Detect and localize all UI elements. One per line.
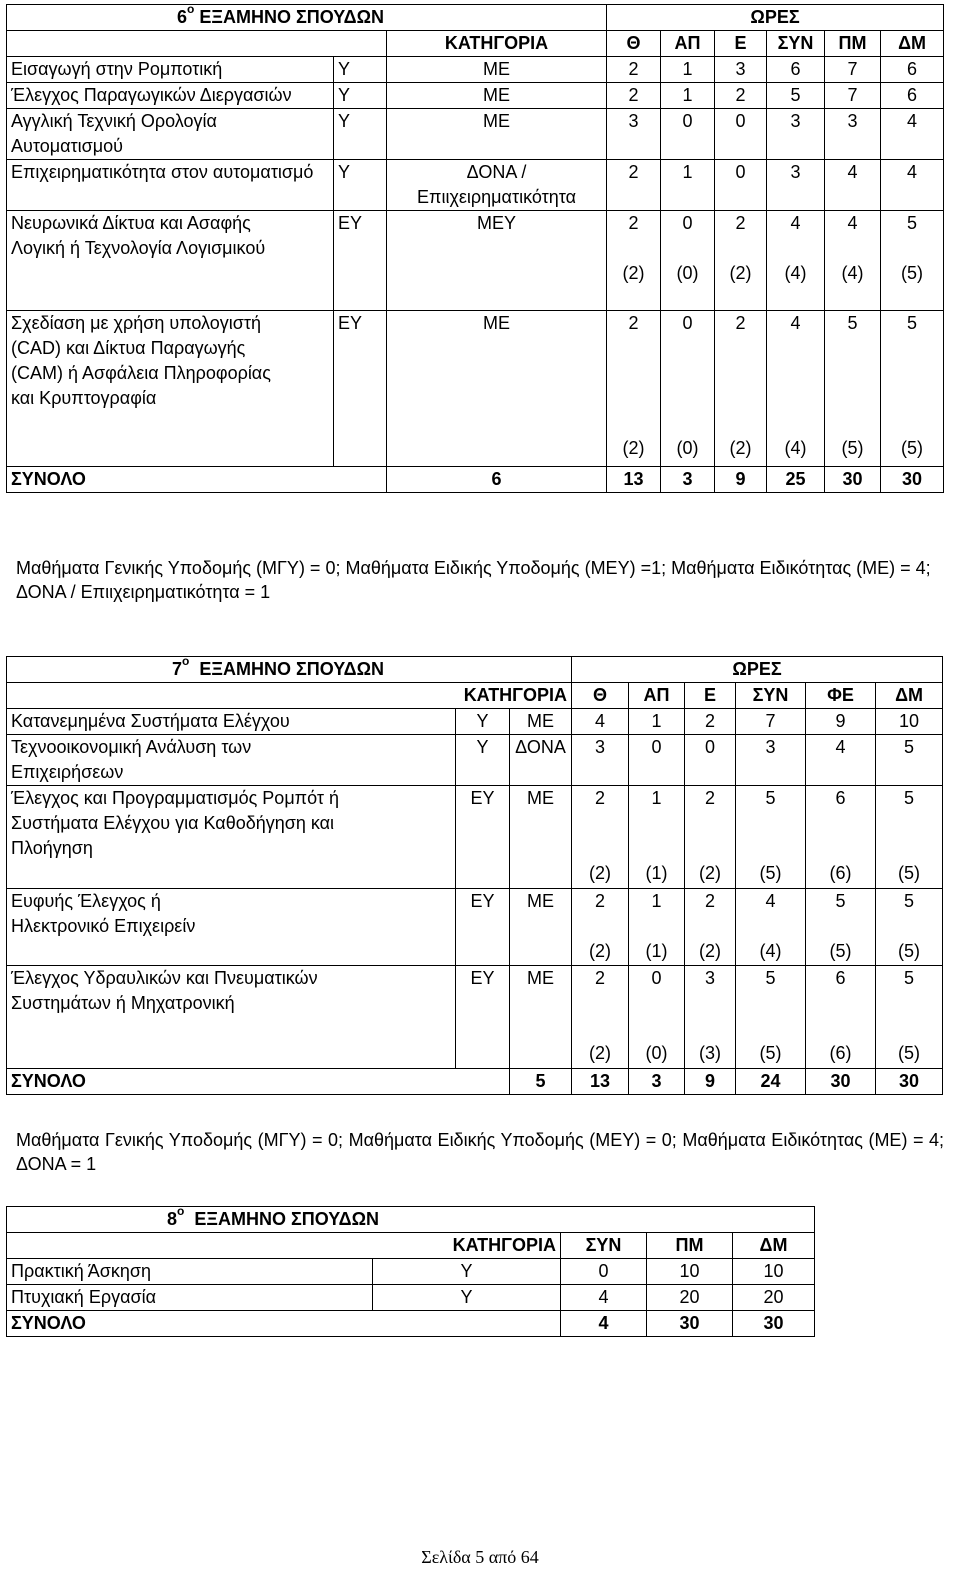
course-category: ΜΕ [387, 57, 607, 83]
value-cell: 4 (4) [767, 211, 825, 311]
value-cell: 6 (6) [806, 786, 876, 889]
header-pm: ΠΜ [825, 31, 881, 57]
course-name: Έλεγχος Υδραυλικών και Πνευματικών Συστημάτων ή Μηχατρονική [7, 966, 456, 1069]
header-category: ΚΑΤΗΓΟΡΙΑ [7, 1233, 561, 1259]
semester-6-table [6, 4, 944, 493]
total-value: 30 [647, 1311, 733, 1337]
course-type: Υ [334, 83, 387, 109]
value-cell: 1 [661, 83, 715, 109]
table-row [7, 211, 944, 311]
course-category: ΜΕ [387, 109, 607, 160]
value-cell: 10 [876, 709, 943, 735]
semester-6-header-row [7, 31, 944, 57]
value-cell: 5 (5) [881, 311, 944, 467]
value-cell: 4 [881, 160, 944, 211]
table-row [7, 109, 944, 160]
value-cell: 7 [736, 709, 806, 735]
value-cell: 3 [736, 735, 806, 786]
course-name: Αγγλική Τεχνική Ορολογία Αυτοματισμού [7, 109, 334, 160]
total-value: 30 [825, 467, 881, 493]
value-cell: 2 [607, 57, 661, 83]
value-cell: 6 [767, 57, 825, 83]
value-cell: 2 (2) [607, 211, 661, 311]
course-name: Πρακτική Άσκηση [7, 1259, 373, 1285]
value-cell: 2 (2) [685, 786, 736, 889]
course-type: ΕΥ [456, 889, 510, 966]
value-cell: 2 [685, 709, 736, 735]
value-cell: 1 (1) [629, 786, 685, 889]
total-value: 3 [661, 467, 715, 493]
header-lab: Ε [685, 683, 736, 709]
value-cell: 5 (5) [806, 889, 876, 966]
total-value: 3 [629, 1069, 685, 1095]
value-cell: 3 [825, 109, 881, 160]
value-cell: 7 [825, 83, 881, 109]
course-type: Υ [456, 709, 510, 735]
value-cell: 5 (5) [736, 786, 806, 889]
total-label: ΣΥΝΟΛΟ [7, 467, 387, 493]
semester-6-title-row [7, 5, 944, 31]
value-cell: 9 [806, 709, 876, 735]
value-cell: 6 [881, 83, 944, 109]
table-row [7, 1285, 815, 1311]
value-cell: 4 [806, 735, 876, 786]
value-cell: 5 (5) [881, 211, 944, 311]
course-name: Τεχνοοικονομική Ανάλυση των Επιχειρήσεων [7, 735, 456, 786]
value-cell: 3 [767, 109, 825, 160]
value-cell: 2 (2) [572, 889, 629, 966]
semester-8-table [6, 1206, 815, 1337]
course-category: ΔΟΝΑ / Επιιχειρηματικότητα [387, 160, 607, 211]
value-cell: 6 [881, 57, 944, 83]
total-category: 6 [387, 467, 607, 493]
value-cell: 4 (4) [825, 211, 881, 311]
value-cell: 10 [733, 1259, 815, 1285]
total-value: 25 [767, 467, 825, 493]
value-cell: 2 (2) [685, 889, 736, 966]
value-cell: 3 [607, 109, 661, 160]
table-row [7, 709, 943, 735]
header-category: ΚΑΤΗΓΟΡΙΑ [387, 31, 607, 57]
value-cell: 0 [715, 160, 767, 211]
table-row [7, 966, 943, 1069]
course-category: ΜΕ [387, 311, 607, 467]
value-cell: 1 [661, 160, 715, 211]
course-type: ΕΥ [334, 211, 387, 311]
course-name: Εισαγωγή στην Ρομποτική [7, 57, 334, 83]
total-value: 30 [733, 1311, 815, 1337]
course-name: Έλεγχος Παραγωγικών Διεργασιών [7, 83, 334, 109]
semester-7-title-row [7, 657, 943, 683]
value-cell: 4 [825, 160, 881, 211]
table-row [7, 57, 944, 83]
total-label: ΣΥΝΟΛΟ [7, 1311, 561, 1337]
table-row [7, 735, 943, 786]
value-cell: 1 [629, 709, 685, 735]
header-dm: ΔΜ [876, 683, 943, 709]
total-label: ΣΥΝΟΛΟ [7, 1069, 510, 1095]
course-name: Νευρωνικά Δίκτυα και Ασαφής Λογική ή Τεχνολογία Λογισμικού [7, 211, 334, 311]
semester-7-table [6, 656, 943, 1095]
value-cell: 0 [685, 735, 736, 786]
value-cell: 5 [876, 735, 943, 786]
header-ap: ΑΠ [629, 683, 685, 709]
value-cell: 5 [767, 83, 825, 109]
value-cell: 7 [825, 57, 881, 83]
table-row [7, 1259, 815, 1285]
course-category: ΜΕ [510, 709, 572, 735]
header-total: ΣΥΝ [767, 31, 825, 57]
course-category: ΔΟΝΑ [510, 735, 572, 786]
value-cell: 2 (2) [715, 311, 767, 467]
value-cell: 2 [715, 83, 767, 109]
header-ap: ΑΠ [661, 31, 715, 57]
semester-7-header-row [7, 683, 943, 709]
header-total: ΣΥΝ [736, 683, 806, 709]
table-row [7, 160, 944, 211]
header-total: ΣΥΝ [561, 1233, 647, 1259]
header-theory: Θ [572, 683, 629, 709]
table-row [7, 889, 943, 966]
value-cell: 0 (0) [661, 311, 715, 467]
course-type: Υ [334, 160, 387, 211]
course-category: ΜΕ [510, 966, 572, 1069]
semester-8-title-row [7, 1207, 815, 1233]
value-cell: 2 (2) [572, 786, 629, 889]
header-dm: ΔΜ [733, 1233, 815, 1259]
course-type: ΕΥ [456, 786, 510, 889]
total-category: 5 [510, 1069, 572, 1095]
table-row [7, 311, 944, 467]
total-row [7, 1069, 943, 1095]
course-name: Κατανεμημένα Συστήματα Ελέγχου [7, 709, 456, 735]
total-value: 13 [572, 1069, 629, 1095]
header-dm: ΔΜ [881, 31, 944, 57]
value-cell: 4 (4) [736, 889, 806, 966]
semester-8-header-row [7, 1233, 815, 1259]
semester-6-title: $6^o$ ΕΞΑΜΗΝΟ ΣΠΟΥΔΩΝ [7, 5, 607, 31]
value-cell: 2 (2) [572, 966, 629, 1069]
header-category: ΚΑΤΗΓΟΡΙΑ [7, 683, 572, 709]
value-cell: 0 [561, 1259, 647, 1285]
course-name: Επιχειρηματικότητα στον αυτοματισμό [7, 160, 334, 211]
value-cell: 2 (2) [715, 211, 767, 311]
value-cell: 0 (0) [661, 211, 715, 311]
value-cell: 4 [572, 709, 629, 735]
semester-7-note: Μαθήματα Γενικής Υποδομής (ΜΓΥ) = 0; Μαθήματα Ειδικής Υποδομής (ΜΕΥ) = 0; Μαθήματα Ειδικότητας (ΜΕ) = 4; ΔΟΝΑ = 1 [16, 1130, 944, 1174]
semester-7-title: $7^o$ ΕΞΑΜΗΝΟ ΣΠΟΥΔΩΝ [7, 657, 572, 683]
course-name: Σχεδίαση με χρήση υπολογιστή (CAD) και Δίκτυα Παραγωγής (CAM) ή Ασφάλεια Πληροφορίας και Κρυπτογραφία [7, 311, 334, 467]
value-cell: 1 (1) [629, 889, 685, 966]
value-cell: 2 [607, 83, 661, 109]
course-category: Υ [373, 1285, 561, 1311]
total-value: 9 [685, 1069, 736, 1095]
value-cell: 3 (3) [685, 966, 736, 1069]
value-cell: 5 (5) [876, 889, 943, 966]
value-cell: 5 (5) [825, 311, 881, 467]
course-name: Ευφυής Έλεγχος ή Ηλεκτρονικό Επιχειρείν [7, 889, 456, 966]
total-value: 30 [806, 1069, 876, 1095]
semester-6-note: Μαθήματα Γενικής Υποδομής (ΜΓΥ) = 0; Μαθήματα Ειδικής Υποδομής (ΜΕΥ) =1; Μαθήματα Ειδικότητας (ΜΕ) = 4; ΔΟΝΑ / Επιιχειρηματικότητα = 1 [16, 558, 931, 602]
table-row [7, 786, 943, 889]
hours-heading: ΩΡΕΣ [607, 5, 944, 31]
course-type: Υ [334, 109, 387, 160]
course-name: Έλεγχος και Προγραμματισμός Ρομπότ ή Συστήματα Ελέγχου για Καθοδήγηση και Πλοήγηση [7, 786, 456, 889]
total-value: 13 [607, 467, 661, 493]
value-cell: 5 (5) [876, 966, 943, 1069]
value-cell: 3 [572, 735, 629, 786]
course-type: ΕΥ [334, 311, 387, 467]
value-cell: 0 [661, 109, 715, 160]
course-category: ΜΕΥ [387, 211, 607, 311]
value-cell: 5 (5) [736, 966, 806, 1069]
total-value: 4 [561, 1311, 647, 1337]
course-category: ΜΕ [387, 83, 607, 109]
value-cell: 10 [647, 1259, 733, 1285]
value-cell: 0 [715, 109, 767, 160]
header-theory: Θ [607, 31, 661, 57]
header-lab: Ε [715, 31, 767, 57]
course-type: Υ [456, 735, 510, 786]
value-cell: 0 (0) [629, 966, 685, 1069]
semester-8-title: $8^o$ ΕΞΑΜΗΝΟ ΣΠΟΥΔΩΝ [7, 1207, 815, 1233]
table-row [7, 83, 944, 109]
value-cell: 0 [629, 735, 685, 786]
course-category: ΜΕ [510, 786, 572, 889]
course-name: Πτυχιακή Εργασία [7, 1285, 373, 1311]
course-type: ΕΥ [456, 966, 510, 1069]
course-category: Υ [373, 1259, 561, 1285]
value-cell: 20 [647, 1285, 733, 1311]
total-value: 30 [876, 1069, 943, 1095]
value-cell: 2 (2) [607, 311, 661, 467]
value-cell: 20 [733, 1285, 815, 1311]
value-cell: 4 (4) [767, 311, 825, 467]
value-cell: 5 (5) [876, 786, 943, 889]
value-cell: 1 [661, 57, 715, 83]
value-cell: 2 [607, 160, 661, 211]
header-fe: ΦΕ [806, 683, 876, 709]
value-cell: 4 [881, 109, 944, 160]
header-pm: ΠΜ [647, 1233, 733, 1259]
page-footer: Σελίδα 5 από 64 [421, 1547, 539, 1567]
course-type: Υ [334, 57, 387, 83]
total-row [7, 467, 944, 493]
value-cell: 6 (6) [806, 966, 876, 1069]
total-row [7, 1311, 815, 1337]
total-value: 9 [715, 467, 767, 493]
course-category: ΜΕ [510, 889, 572, 966]
value-cell: 4 [561, 1285, 647, 1311]
value-cell: 3 [715, 57, 767, 83]
total-value: 24 [736, 1069, 806, 1095]
total-value: 30 [881, 467, 944, 493]
value-cell: 3 [767, 160, 825, 211]
hours-heading: ΩΡΕΣ [572, 657, 943, 683]
